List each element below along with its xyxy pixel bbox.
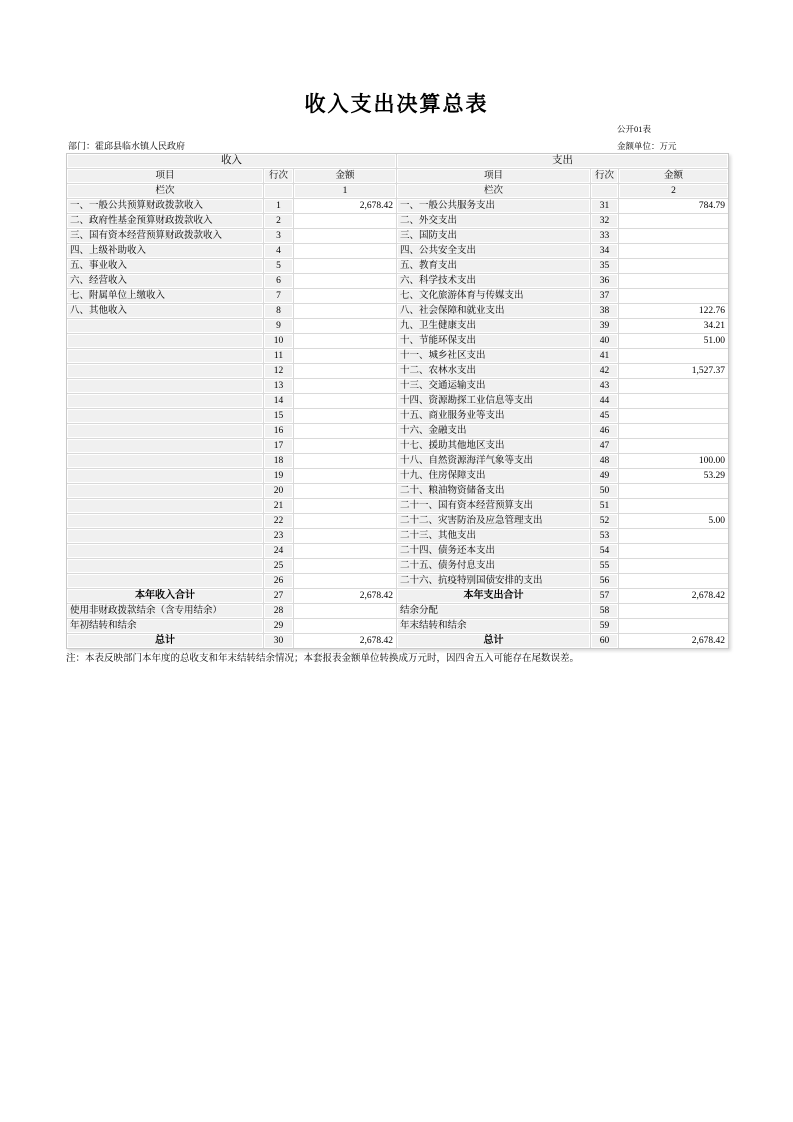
expense-amount-cell	[619, 424, 728, 439]
expense-amount-cell	[619, 229, 728, 244]
expense-item-cell: 四、公共安全支出	[397, 244, 591, 259]
expense-amount-cell	[619, 484, 728, 499]
income-line-cell: 5	[264, 259, 294, 274]
expense-amount-cell: 34.21	[619, 319, 728, 334]
expense-line-cell: 45	[591, 409, 619, 424]
table-row	[67, 259, 728, 274]
income-amount-header: 金额	[294, 169, 397, 184]
expense-amount-cell	[619, 499, 728, 514]
expense-line-cell: 43	[591, 379, 619, 394]
income-amount-cell	[294, 559, 397, 574]
table-row	[67, 619, 728, 634]
income-item-cell	[67, 559, 264, 574]
income-line-cell: 1	[264, 199, 294, 214]
income-line-cell: 14	[264, 394, 294, 409]
income-item-cell	[67, 424, 264, 439]
income-line-header: 行次	[264, 169, 294, 184]
expense-line-cell: 31	[591, 199, 619, 214]
expense-item-cell: 结余分配	[397, 604, 591, 619]
expense-item-cell: 一、一般公共服务支出	[397, 199, 591, 214]
expense-amount-cell	[619, 409, 728, 424]
document-page	[66, 0, 727, 665]
expense-item-cell: 十一、城乡社区支出	[397, 349, 591, 364]
income-amount-cell: 2,678.42	[294, 589, 397, 604]
expense-line-cell: 42	[591, 364, 619, 379]
expense-amount-cell	[619, 439, 728, 454]
income-column-index: 1	[294, 184, 397, 199]
income-line-cell: 12	[264, 364, 294, 379]
column-header-row	[67, 169, 728, 184]
table-row	[67, 394, 728, 409]
income-line-cell: 18	[264, 454, 294, 469]
expense-item-cell: 本年支出合计	[397, 589, 591, 604]
income-amount-cell	[294, 619, 397, 634]
income-item-cell: 八、其他收入	[67, 304, 264, 319]
expense-amount-cell: 1,527.37	[619, 364, 728, 379]
expense-line-cell: 58	[591, 604, 619, 619]
income-amount-cell	[294, 214, 397, 229]
income-line-cell: 6	[264, 274, 294, 289]
expense-amount-cell	[619, 394, 728, 409]
expense-amount-cell: 100.00	[619, 454, 728, 469]
expense-line-cell: 44	[591, 394, 619, 409]
expense-amount-cell: 2,678.42	[619, 634, 728, 648]
table-row	[67, 559, 728, 574]
table-row	[67, 304, 728, 319]
income-line-cell: 17	[264, 439, 294, 454]
expense-amount-cell: 122.76	[619, 304, 728, 319]
income-line-cell: 29	[264, 619, 294, 634]
expense-line-cell: 47	[591, 439, 619, 454]
expense-line-cell: 50	[591, 484, 619, 499]
table-row	[67, 469, 728, 484]
expense-item-header: 项目	[397, 169, 591, 184]
income-amount-cell	[294, 424, 397, 439]
table-row	[67, 364, 728, 379]
expense-line-cell: 32	[591, 214, 619, 229]
expense-item-cell: 七、文化旅游体育与传媒支出	[397, 289, 591, 304]
expense-item-cell: 二十、粮油物资储备支出	[397, 484, 591, 499]
expense-column-index: 2	[619, 184, 728, 199]
expense-item-cell: 五、教育支出	[397, 259, 591, 274]
expense-item-cell: 二十二、灾害防治及应急管理支出	[397, 514, 591, 529]
table-row	[67, 499, 728, 514]
income-item-cell	[67, 364, 264, 379]
expense-item-cell: 二十一、国有资本经营预算支出	[397, 499, 591, 514]
expense-item-cell: 十二、农林水支出	[397, 364, 591, 379]
expense-line-cell: 46	[591, 424, 619, 439]
expense-item-cell: 十、节能环保支出	[397, 334, 591, 349]
income-item-cell	[67, 319, 264, 334]
income-amount-cell	[294, 349, 397, 364]
expense-line-cell: 39	[591, 319, 619, 334]
expense-line-cell: 36	[591, 274, 619, 289]
expense-item-cell: 六、科学技术支出	[397, 274, 591, 289]
expense-amount-cell	[619, 559, 728, 574]
income-item-cell	[67, 454, 264, 469]
income-line-cell: 20	[264, 484, 294, 499]
income-amount-cell	[294, 319, 397, 334]
income-item-cell: 本年收入合计	[67, 589, 264, 604]
expense-line-cell: 57	[591, 589, 619, 604]
income-amount-cell	[294, 274, 397, 289]
expense-item-cell: 二十四、债务还本支出	[397, 544, 591, 559]
table-row	[67, 334, 728, 349]
budget-summary-table	[66, 153, 729, 649]
meta-line	[66, 138, 727, 153]
expense-line-cell: 54	[591, 544, 619, 559]
expense-amount-cell: 51.00	[619, 334, 728, 349]
expense-lanci-label: 栏次	[397, 184, 591, 199]
income-line-cell: 19	[264, 469, 294, 484]
expense-amount-cell	[619, 619, 728, 634]
income-amount-cell	[294, 364, 397, 379]
table-row	[67, 214, 728, 229]
table-row	[67, 529, 728, 544]
income-line-cell: 10	[264, 334, 294, 349]
income-line-cell: 23	[264, 529, 294, 544]
income-item-cell	[67, 499, 264, 514]
income-item-cell: 七、附属单位上缴收入	[67, 289, 264, 304]
total-row	[67, 634, 728, 648]
expense-item-cell: 十七、援助其他地区支出	[397, 439, 591, 454]
expense-item-cell: 十五、商业服务业等支出	[397, 409, 591, 424]
income-line-cell: 25	[264, 559, 294, 574]
table-row	[67, 274, 728, 289]
table-row	[67, 349, 728, 364]
income-line-cell: 21	[264, 499, 294, 514]
expense-amount-header: 金额	[619, 169, 728, 184]
expense-line-cell: 40	[591, 334, 619, 349]
table-row	[67, 409, 728, 424]
expense-line-cell: 53	[591, 529, 619, 544]
expense-line-cell: 60	[591, 634, 619, 648]
expense-line-cell: 37	[591, 289, 619, 304]
income-item-cell	[67, 379, 264, 394]
income-amount-cell	[294, 244, 397, 259]
income-amount-cell	[294, 304, 397, 319]
income-line-cell: 24	[264, 544, 294, 559]
income-amount-cell	[294, 439, 397, 454]
income-amount-cell	[294, 409, 397, 424]
expense-line-cell: 56	[591, 574, 619, 589]
total-row	[67, 589, 728, 604]
income-item-cell	[67, 469, 264, 484]
income-amount-cell	[294, 469, 397, 484]
table-row	[67, 604, 728, 619]
income-item-header: 项目	[67, 169, 264, 184]
expense-line-header: 行次	[591, 169, 619, 184]
expense-item-cell: 十六、金融支出	[397, 424, 591, 439]
expense-item-cell: 十四、资源勘探工业信息等支出	[397, 394, 591, 409]
table-row	[67, 454, 728, 469]
income-item-cell: 二、政府性基金预算财政拨款收入	[67, 214, 264, 229]
table-row	[67, 514, 728, 529]
income-item-cell	[67, 484, 264, 499]
income-line-cell: 28	[264, 604, 294, 619]
income-item-cell	[67, 439, 264, 454]
table-row	[67, 289, 728, 304]
income-amount-cell	[294, 259, 397, 274]
expense-amount-cell: 53.29	[619, 469, 728, 484]
income-item-cell	[67, 349, 264, 364]
expense-amount-cell: 784.79	[619, 199, 728, 214]
income-line-cell: 16	[264, 424, 294, 439]
income-amount-cell	[294, 514, 397, 529]
expense-item-cell: 八、社会保障和就业支出	[397, 304, 591, 319]
income-item-cell	[67, 514, 264, 529]
expense-line-cell: 52	[591, 514, 619, 529]
expense-line-cell: 59	[591, 619, 619, 634]
expense-amount-cell	[619, 379, 728, 394]
expense-line-cell: 35	[591, 259, 619, 274]
table-row	[67, 574, 728, 589]
income-item-cell: 年初结转和结余	[67, 619, 264, 634]
income-amount-cell	[294, 334, 397, 349]
expense-line-cell: 55	[591, 559, 619, 574]
income-amount-cell: 2,678.42	[294, 634, 397, 648]
income-line-cell: 9	[264, 319, 294, 334]
expense-item-cell: 二十五、债务付息支出	[397, 559, 591, 574]
expense-item-cell: 年末结转和结余	[397, 619, 591, 634]
income-item-cell: 一、一般公共预算财政拨款收入	[67, 199, 264, 214]
expense-line-cell: 34	[591, 244, 619, 259]
expense-item-cell: 十九、住房保障支出	[397, 469, 591, 484]
expense-line-cell: 33	[591, 229, 619, 244]
income-lanci-blank	[264, 184, 294, 199]
expense-item-cell: 三、国防支出	[397, 229, 591, 244]
expense-item-cell: 九、卫生健康支出	[397, 319, 591, 334]
income-line-cell: 11	[264, 349, 294, 364]
income-amount-cell	[294, 529, 397, 544]
income-line-cell: 3	[264, 229, 294, 244]
expense-item-cell: 十三、交通运输支出	[397, 379, 591, 394]
table-row	[67, 544, 728, 559]
income-line-cell: 2	[264, 214, 294, 229]
expense-item-cell: 二十六、抗疫特别国债安排的支出	[397, 574, 591, 589]
expense-amount-cell	[619, 574, 728, 589]
expense-line-cell: 38	[591, 304, 619, 319]
income-item-cell	[67, 574, 264, 589]
income-line-cell: 22	[264, 514, 294, 529]
expense-section-header: 支出	[397, 154, 728, 169]
income-item-cell: 五、事业收入	[67, 259, 264, 274]
income-line-cell: 15	[264, 409, 294, 424]
expense-amount-cell: 5.00	[619, 514, 728, 529]
department-label: 部门：霍邱县临水镇人民政府	[68, 141, 186, 151]
table-row	[67, 379, 728, 394]
expense-amount-cell: 2,678.42	[619, 589, 728, 604]
income-item-cell: 总计	[67, 634, 264, 648]
expense-item-cell: 十八、自然资源海洋气象等支出	[397, 454, 591, 469]
income-amount-cell: 2,678.42	[294, 199, 397, 214]
expense-line-cell: 51	[591, 499, 619, 514]
expense-amount-cell	[619, 289, 728, 304]
income-amount-cell	[294, 499, 397, 514]
income-amount-cell	[294, 484, 397, 499]
income-item-cell: 六、经营收入	[67, 274, 264, 289]
income-line-cell: 13	[264, 379, 294, 394]
expense-line-cell: 48	[591, 454, 619, 469]
expense-item-cell: 二、外交支出	[397, 214, 591, 229]
section-header-row	[67, 154, 728, 169]
table-row	[67, 439, 728, 454]
income-item-cell	[67, 409, 264, 424]
income-amount-cell	[294, 394, 397, 409]
amount-unit-label: 金额单位：万元	[617, 141, 677, 151]
table-row	[67, 484, 728, 499]
form-code-line	[66, 124, 727, 135]
income-amount-cell	[294, 229, 397, 244]
expense-amount-cell	[619, 274, 728, 289]
column-index-row	[67, 184, 728, 199]
income-line-cell: 8	[264, 304, 294, 319]
income-section-header: 收入	[67, 154, 397, 169]
income-line-cell: 7	[264, 289, 294, 304]
income-line-cell: 30	[264, 634, 294, 648]
table-row	[67, 244, 728, 259]
expense-line-cell: 49	[591, 469, 619, 484]
expense-amount-cell	[619, 529, 728, 544]
expense-line-cell: 41	[591, 349, 619, 364]
expense-item-cell: 二十三、其他支出	[397, 529, 591, 544]
income-amount-cell	[294, 574, 397, 589]
income-item-cell: 三、国有资本经营预算财政拨款收入	[67, 229, 264, 244]
income-amount-cell	[294, 454, 397, 469]
table-row	[67, 424, 728, 439]
income-item-cell	[67, 334, 264, 349]
expense-amount-cell	[619, 349, 728, 364]
expense-amount-cell	[619, 604, 728, 619]
form-code-label: 公开01表	[617, 124, 652, 134]
income-item-cell	[67, 529, 264, 544]
expense-amount-cell	[619, 544, 728, 559]
page-title: 收入支出决算总表	[304, 93, 489, 116]
income-line-cell: 4	[264, 244, 294, 259]
income-amount-cell	[294, 289, 397, 304]
income-amount-cell	[294, 544, 397, 559]
income-item-cell: 四、上级补助收入	[67, 244, 264, 259]
expense-item-cell: 总计	[397, 634, 591, 648]
income-lanci-label: 栏次	[67, 184, 264, 199]
expense-amount-cell	[619, 244, 728, 259]
expense-amount-cell	[619, 259, 728, 274]
income-item-cell	[67, 394, 264, 409]
table-note: 注：本表反映部门本年度的总收支和年末结转结余情况；本套报表金额单位转换成万元时，因四舍五入可能存在尾数误差。	[66, 654, 580, 664]
income-item-cell: 使用非财政拨款结余（含专用结余）	[67, 604, 264, 619]
expense-lanci-blank	[591, 184, 619, 199]
income-line-cell: 27	[264, 589, 294, 604]
income-amount-cell	[294, 379, 397, 394]
table-row	[67, 199, 728, 214]
income-item-cell	[67, 544, 264, 559]
table-row	[67, 229, 728, 244]
table-row	[67, 319, 728, 334]
expense-amount-cell	[619, 214, 728, 229]
income-line-cell: 26	[264, 574, 294, 589]
income-amount-cell	[294, 604, 397, 619]
